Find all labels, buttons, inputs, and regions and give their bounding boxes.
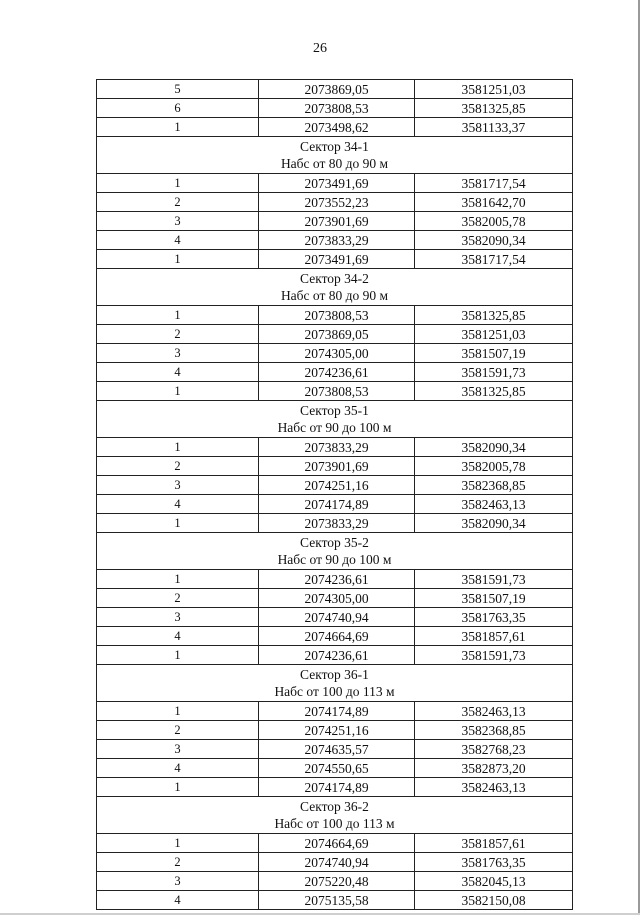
point-number-cell: 1 xyxy=(97,702,259,721)
sector-depth-range: Набс от 80 до 90 м xyxy=(280,288,389,303)
y-coordinate-cell: 3581591,73 xyxy=(415,363,573,382)
y-coordinate-cell: 3581717,54 xyxy=(415,250,573,269)
point-number-cell: 2 xyxy=(97,193,259,212)
x-coordinate-cell: 2074251,16 xyxy=(259,721,415,740)
sector-depth-range: Набс от 100 до 113 м xyxy=(274,816,395,831)
sector-header-row xyxy=(97,401,573,438)
x-coordinate-cell: 2073869,05 xyxy=(259,325,415,344)
y-coordinate-cell: 3582463,13 xyxy=(415,495,573,514)
point-number-cell: 2 xyxy=(97,325,259,344)
y-coordinate-cell: 3581507,19 xyxy=(415,589,573,608)
point-number-cell: 4 xyxy=(97,363,259,382)
x-coordinate-cell: 2074251,16 xyxy=(259,476,415,495)
x-coordinate-cell: 2074550,65 xyxy=(259,759,415,778)
point-number-cell: 3 xyxy=(97,740,259,759)
x-coordinate-cell: 2074305,00 xyxy=(259,589,415,608)
table-row xyxy=(97,514,573,533)
point-number-cell: 1 xyxy=(97,834,259,853)
point-number-cell: 5 xyxy=(97,80,259,99)
sector-header-cell xyxy=(97,137,573,174)
y-coordinate-cell: 3582090,34 xyxy=(415,514,573,533)
sector-title: Сектор 34-1 xyxy=(300,139,369,154)
table-row xyxy=(97,608,573,627)
point-number-cell: 1 xyxy=(97,118,259,137)
x-coordinate-cell: 2075135,58 xyxy=(259,891,415,910)
y-coordinate-cell: 3581717,54 xyxy=(415,174,573,193)
table-row xyxy=(97,193,573,212)
y-coordinate-cell: 3582090,34 xyxy=(415,438,573,457)
table-row xyxy=(97,174,573,193)
x-coordinate-cell: 2073552,23 xyxy=(259,193,415,212)
x-coordinate-cell: 2074236,61 xyxy=(259,646,415,665)
x-coordinate-cell: 2073491,69 xyxy=(259,250,415,269)
sector-title: Сектор 36-2 xyxy=(300,799,369,814)
sector-header-row xyxy=(97,665,573,702)
y-coordinate-cell: 3581325,85 xyxy=(415,306,573,325)
point-number-cell: 4 xyxy=(97,231,259,250)
sector-header-cell xyxy=(97,533,573,570)
table-row xyxy=(97,80,573,99)
sector-header-cell xyxy=(97,797,573,834)
y-coordinate-cell: 3582463,13 xyxy=(415,702,573,721)
y-coordinate-cell: 3581642,70 xyxy=(415,193,573,212)
y-coordinate-cell: 3582045,13 xyxy=(415,872,573,891)
table-row xyxy=(97,834,573,853)
y-coordinate-cell: 3582005,78 xyxy=(415,212,573,231)
y-coordinate-cell: 3581251,03 xyxy=(415,80,573,99)
point-number-cell: 3 xyxy=(97,872,259,891)
point-number-cell: 3 xyxy=(97,476,259,495)
point-number-cell: 4 xyxy=(97,627,259,646)
x-coordinate-cell: 2074635,57 xyxy=(259,740,415,759)
x-coordinate-cell: 2074174,89 xyxy=(259,495,415,514)
x-coordinate-cell: 2073833,29 xyxy=(259,438,415,457)
sector-title: Сектор 34-2 xyxy=(300,271,369,286)
x-coordinate-cell: 2074236,61 xyxy=(259,570,415,589)
sector-header-row xyxy=(97,797,573,834)
point-number-cell: 2 xyxy=(97,589,259,608)
table-row xyxy=(97,99,573,118)
point-number-cell: 4 xyxy=(97,495,259,514)
table-row xyxy=(97,646,573,665)
table-row xyxy=(97,589,573,608)
x-coordinate-cell: 2073901,69 xyxy=(259,457,415,476)
table-row xyxy=(97,438,573,457)
y-coordinate-cell: 3581507,19 xyxy=(415,344,573,363)
x-coordinate-cell: 2074236,61 xyxy=(259,363,415,382)
table-row xyxy=(97,476,573,495)
table-row xyxy=(97,382,573,401)
point-number-cell: 1 xyxy=(97,382,259,401)
point-number-cell: 1 xyxy=(97,306,259,325)
x-coordinate-cell: 2074305,00 xyxy=(259,344,415,363)
table-row xyxy=(97,212,573,231)
y-coordinate-cell: 3581251,03 xyxy=(415,325,573,344)
table-row xyxy=(97,891,573,910)
x-coordinate-cell: 2075220,48 xyxy=(259,872,415,891)
point-number-cell: 1 xyxy=(97,646,259,665)
table-row xyxy=(97,344,573,363)
y-coordinate-cell: 3581591,73 xyxy=(415,570,573,589)
y-coordinate-cell: 3582768,23 xyxy=(415,740,573,759)
y-coordinate-cell: 3581325,85 xyxy=(415,99,573,118)
coordinates-table-body xyxy=(97,80,573,910)
y-coordinate-cell: 3581591,73 xyxy=(415,646,573,665)
point-number-cell: 1 xyxy=(97,438,259,457)
x-coordinate-cell: 2074740,94 xyxy=(259,853,415,872)
point-number-cell: 3 xyxy=(97,344,259,363)
x-coordinate-cell: 2073833,29 xyxy=(259,514,415,533)
sector-title: Сектор 36-1 xyxy=(300,667,369,682)
y-coordinate-cell: 3581857,61 xyxy=(415,627,573,646)
sector-title: Сектор 35-1 xyxy=(300,403,369,418)
y-coordinate-cell: 3582090,34 xyxy=(415,231,573,250)
x-coordinate-cell: 2073808,53 xyxy=(259,99,415,118)
table-row xyxy=(97,325,573,344)
table-row xyxy=(97,872,573,891)
point-number-cell: 3 xyxy=(97,212,259,231)
sector-header-row xyxy=(97,269,573,306)
sector-header-cell xyxy=(97,665,573,702)
sector-header-cell xyxy=(97,269,573,306)
sector-header-row xyxy=(97,533,573,570)
x-coordinate-cell: 2073833,29 xyxy=(259,231,415,250)
table-row xyxy=(97,250,573,269)
table-row xyxy=(97,721,573,740)
x-coordinate-cell: 2073869,05 xyxy=(259,80,415,99)
sector-depth-range: Набс от 80 до 90 м xyxy=(280,156,389,171)
table-row xyxy=(97,570,573,589)
coordinates-table xyxy=(96,79,573,910)
point-number-cell: 2 xyxy=(97,721,259,740)
point-number-cell: 2 xyxy=(97,853,259,872)
y-coordinate-cell: 3582873,20 xyxy=(415,759,573,778)
table-row xyxy=(97,306,573,325)
sector-depth-range: Набс от 90 до 100 м xyxy=(277,420,392,435)
y-coordinate-cell: 3581133,37 xyxy=(415,118,573,137)
x-coordinate-cell: 2073901,69 xyxy=(259,212,415,231)
y-coordinate-cell: 3581325,85 xyxy=(415,382,573,401)
point-number-cell: 1 xyxy=(97,514,259,533)
point-number-cell: 1 xyxy=(97,778,259,797)
x-coordinate-cell: 2073491,69 xyxy=(259,174,415,193)
x-coordinate-cell: 2073808,53 xyxy=(259,382,415,401)
y-coordinate-cell: 3582368,85 xyxy=(415,476,573,495)
x-coordinate-cell: 2074174,89 xyxy=(259,702,415,721)
y-coordinate-cell: 3582368,85 xyxy=(415,721,573,740)
table-row xyxy=(97,702,573,721)
point-number-cell: 3 xyxy=(97,608,259,627)
table-row xyxy=(97,363,573,382)
table-row xyxy=(97,231,573,250)
table-row xyxy=(97,495,573,514)
y-coordinate-cell: 3582005,78 xyxy=(415,457,573,476)
x-coordinate-cell: 2074664,69 xyxy=(259,834,415,853)
table-row xyxy=(97,853,573,872)
y-coordinate-cell: 3582463,13 xyxy=(415,778,573,797)
sector-title: Сектор 35-2 xyxy=(300,535,369,550)
page-number: 26 xyxy=(313,41,327,56)
point-number-cell: 6 xyxy=(97,99,259,118)
point-number-cell: 4 xyxy=(97,759,259,778)
sector-depth-range: Набс от 90 до 100 м xyxy=(277,552,392,567)
x-coordinate-cell: 2074664,69 xyxy=(259,627,415,646)
table-row xyxy=(97,118,573,137)
point-number-cell: 1 xyxy=(97,250,259,269)
x-coordinate-cell: 2073808,53 xyxy=(259,306,415,325)
point-number-cell: 1 xyxy=(97,174,259,193)
y-coordinate-cell: 3582150,08 xyxy=(415,891,573,910)
y-coordinate-cell: 3581763,35 xyxy=(415,853,573,872)
y-coordinate-cell: 3581763,35 xyxy=(415,608,573,627)
point-number-cell: 2 xyxy=(97,457,259,476)
x-coordinate-cell: 2074174,89 xyxy=(259,778,415,797)
table-row xyxy=(97,627,573,646)
sector-depth-range: Набс от 100 до 113 м xyxy=(274,684,395,699)
table-row xyxy=(97,778,573,797)
table-row xyxy=(97,759,573,778)
table-row xyxy=(97,457,573,476)
y-coordinate-cell: 3581857,61 xyxy=(415,834,573,853)
table-row xyxy=(97,740,573,759)
sector-header-cell xyxy=(97,401,573,438)
sector-header-row xyxy=(97,137,573,174)
x-coordinate-cell: 2073498,62 xyxy=(259,118,415,137)
x-coordinate-cell: 2074740,94 xyxy=(259,608,415,627)
point-number-cell: 1 xyxy=(97,570,259,589)
point-number-cell: 4 xyxy=(97,891,259,910)
